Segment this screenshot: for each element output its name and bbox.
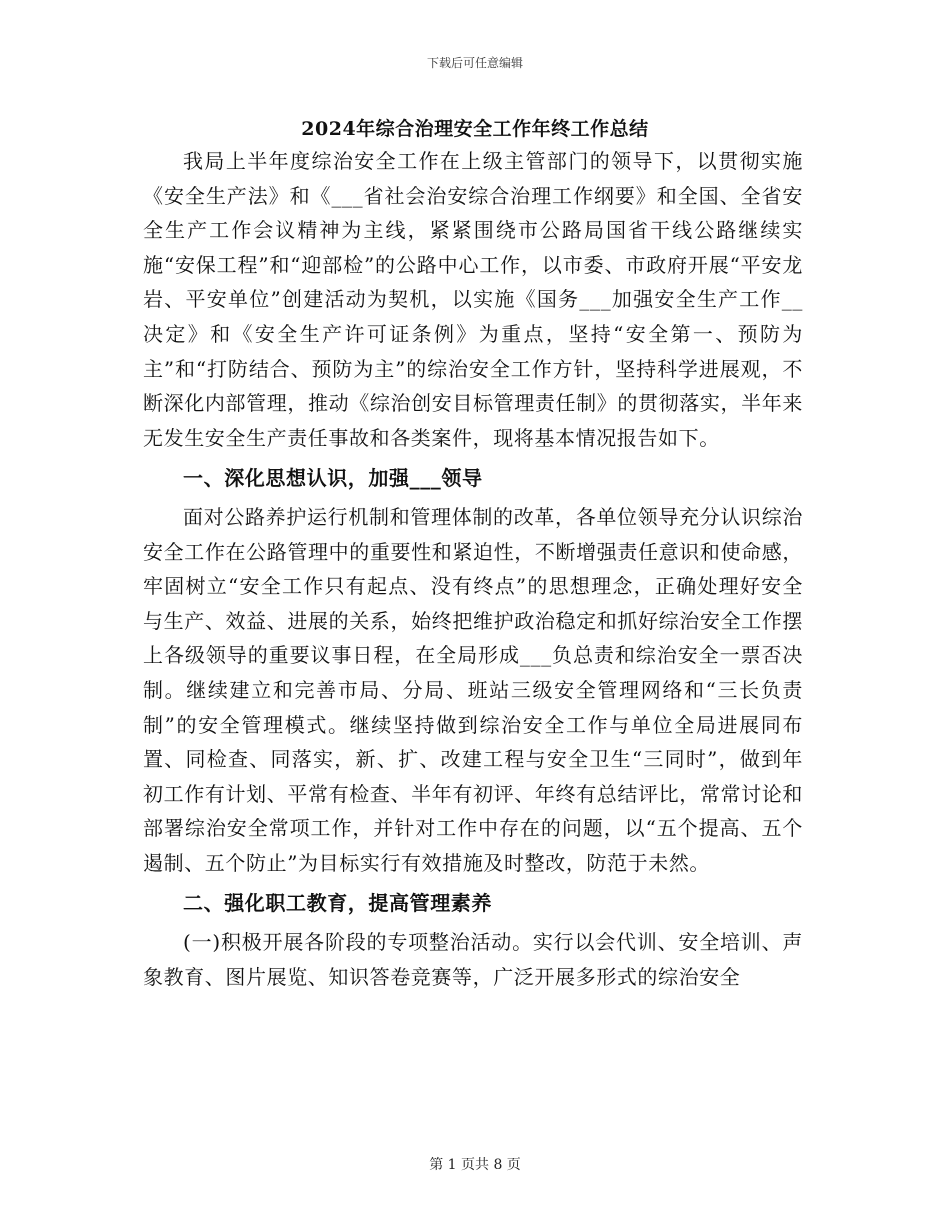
section-2-heading: 二、强化职工教育，提高管理素养: [183, 891, 492, 916]
section-2-item-1-paragraph: (一)积极开展各阶段的专项整治活动。实行以会代训、安全培训、声象教育、图片展览、知识答卷竞赛等，广泛开展多形式的综治安全: [143, 930, 803, 989]
intro-paragraph: 我局上半年度综治安全工作在上级主管部门的领导下，以贯彻实施《安全生产法》和《___省社会治安综合治理工作纲要》和全国、全省安全生产工作会议精神为主线，紧紧围绕市公路局国省干线公路继续实施“安保工程”和“迎部检”的公路中心工作，以市委、市政府开展“平安龙岩、平安单位”创建活动为契机，以实施《国务___加强安全生产工作__决定》和《安全生产许可证条例》为重点，坚持“安全第一、预防为主”和“打防结合、预防为主”的综治安全工作方针，坚持科学进展观，不断深化内部管理，推动《综治创安目标管理责任制》的贯彻落实，半年来无发生安全生产责任事故和各类案件，现将基本情况报告如下。: [143, 149, 803, 450]
section-1-paragraph: 面对公路养护运行机制和管理体制的改革，各单位领导充分认识综治安全工作在公路管理中的重要性和紧迫性，不断增强责任意识和使命感，牢固树立“安全工作只有起点、没有终点”的思想理念，正确处理好安全与生产、效益、进展的关系，始终把维护政治稳定和抓好综治安全工作摆上各级领导的重要议事日程，在全局形成___负总责和综治安全一票否决制。继续建立和完善市局、分局、班站三级安全管理网络和“三长负责制”的安全管理模式。继续坚持做到综治安全工作与单位全局进展同布置、同检查、同落实，新、扩、改建工程与安全卫生“三同时”，做到年初工作有计划、平常有检查、半年有初评、年终有总结评比，常常讨论和部署综治安全常项工作，并针对工作中存在的问题，以“五个提高、五个遏制、五个防止”为目标实行有效措施及时整改，防范于未然。: [143, 504, 803, 875]
header-note: 下载后可任意编辑: [426, 56, 523, 70]
section-1-heading: 一、深化思想认识，加强___领导: [183, 466, 483, 491]
document-title: 2024年综合治理安全工作年终工作总结: [301, 118, 649, 140]
page-number-footer: 第 1 页共 8 页: [429, 1157, 521, 1173]
document-body: [143, 144, 803, 994]
